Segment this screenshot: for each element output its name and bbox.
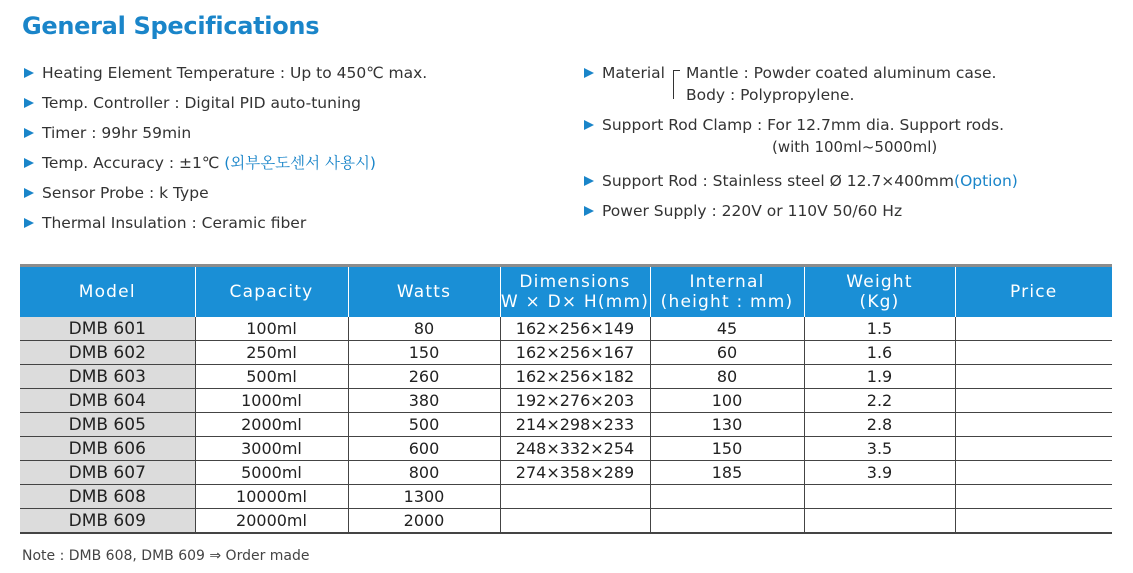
table-cell [955,437,1112,461]
bullet-arrow-icon [584,68,594,78]
material-lines [686,62,996,106]
spec-label: Temp. Accuracy : ±1℃ [42,154,220,172]
page-title: General Specifications [22,12,320,40]
spec-item [24,182,564,212]
table-cell: 45 [650,317,804,341]
table-cell: 1000ml [195,389,348,413]
table-cell [650,509,804,534]
table-cell: 3.5 [804,437,955,461]
column-header-label: Watts [396,282,452,302]
column-header [650,266,804,318]
specs-right-list [584,62,1124,230]
spec-label: Heating Element Temperature : Up to 450℃ max. [42,64,428,82]
model-cell: DMB 603 [20,365,195,389]
table-cell: 130 [650,413,804,437]
column-header [348,266,500,318]
specs-left-list [24,62,564,242]
table-cell [500,485,650,509]
table-cell: 500ml [195,365,348,389]
table-cell: 800 [348,461,500,485]
spec-label: Thermal Insulation : Ceramic fiber [42,214,307,232]
table-cell: 2.8 [804,413,955,437]
table-cell [955,509,1112,534]
table-cell [804,485,955,509]
table-header-row [20,266,1112,318]
column-header [195,266,348,318]
spec-item-rod [584,170,1124,200]
column-header-label: Dimensions [519,272,631,292]
table-cell: 100 [650,389,804,413]
power-text: Power Supply : 220V or 110V 50/60 Hz [602,202,903,220]
table-cell: 248×332×254 [500,437,650,461]
column-header-label: Model [78,282,136,302]
table-row [20,365,1112,389]
bullet-arrow-icon [584,176,594,186]
table-row [20,461,1112,485]
table-cell: 1.5 [804,317,955,341]
bracket-icon [673,70,680,99]
material-label: Material [602,64,665,82]
table-cell: 185 [650,461,804,485]
spec-item [24,152,564,182]
table-cell: 214×298×233 [500,413,650,437]
table-cell [955,365,1112,389]
spec-table [20,264,1112,534]
table-cell: 192×276×203 [500,389,650,413]
table-cell [500,509,650,534]
table-cell: 162×256×149 [500,317,650,341]
bullet-arrow-icon [584,120,594,130]
column-header [500,266,650,318]
table-cell: 80 [348,317,500,341]
table-cell: 3000ml [195,437,348,461]
table-row [20,413,1112,437]
model-cell: DMB 602 [20,341,195,365]
spec-item [24,122,564,152]
material-block [602,62,996,106]
bullet-arrow-icon [24,218,34,228]
table-cell: 274×358×289 [500,461,650,485]
table-row [20,317,1112,341]
clamp-block [602,114,1004,158]
table-cell: 1.9 [804,365,955,389]
model-cell: DMB 604 [20,389,195,413]
column-header-label: Capacity [229,282,314,302]
rod-text: Support Rod : Stainless steel Ø 12.7×400mm [602,172,955,190]
spec-item-power [584,200,1124,230]
spec-item [24,92,564,122]
table-cell: 380 [348,389,500,413]
table-cell [955,485,1112,509]
table-cell: 3.9 [804,461,955,485]
column-header [955,266,1112,318]
footnote: Note : DMB 608, DMB 609 ⇒ Order made [22,548,310,564]
column-header-sublabel: (Kg) [859,292,900,312]
spec-label: Temp. Controller : Digital PID auto-tuning [42,94,361,112]
table-cell [955,341,1112,365]
table-cell: 60 [650,341,804,365]
table-cell: 2000ml [195,413,348,437]
bullet-arrow-icon [24,68,34,78]
table-cell [955,461,1112,485]
rod-option: (Option) [954,172,1018,190]
column-header-label: Price [1010,282,1058,302]
table-cell: 1.6 [804,341,955,365]
table-row [20,389,1112,413]
model-cell: DMB 601 [20,317,195,341]
material-mantle: Mantle : Powder coated aluminum case. [685,64,997,82]
table-cell: 5000ml [195,461,348,485]
bullet-arrow-icon [24,158,34,168]
column-header [804,266,955,318]
table-cell: 2000 [348,509,500,534]
bullet-arrow-icon [584,206,594,216]
spec-item-material [584,62,1124,114]
spec-item-clamp [584,114,1124,170]
model-cell: DMB 605 [20,413,195,437]
table-cell [650,485,804,509]
column-header-label: Internal [689,272,765,292]
table-cell [955,389,1112,413]
spec-item [24,62,564,92]
table-row [20,509,1112,534]
table-cell: 162×256×167 [500,341,650,365]
spec-note: (외부온도센서 사용시) [224,154,376,172]
clamp-subtext: (with 100ml~5000ml) [772,138,938,156]
column-header-label: Weight [846,272,913,292]
table-body [20,317,1112,533]
model-cell: DMB 609 [20,509,195,534]
table-row [20,437,1112,461]
bullet-arrow-icon [24,98,34,108]
table-row [20,485,1112,509]
spec-label: Timer : 99hr 59min [42,124,192,142]
bullet-arrow-icon [24,188,34,198]
table-cell: 500 [348,413,500,437]
table-cell: 1300 [348,485,500,509]
column-header-sublabel: (height : mm) [660,292,794,312]
model-cell: DMB 606 [20,437,195,461]
table-row [20,341,1112,365]
table-cell [955,317,1112,341]
table-cell: 600 [348,437,500,461]
table-cell [804,509,955,534]
table-cell: 150 [650,437,804,461]
table-cell: 20000ml [195,509,348,534]
table-cell: 2.2 [804,389,955,413]
column-header [20,266,195,318]
table-cell: 260 [348,365,500,389]
table-cell: 80 [650,365,804,389]
table-cell: 150 [348,341,500,365]
model-cell: DMB 607 [20,461,195,485]
model-cell: DMB 608 [20,485,195,509]
table-cell: 10000ml [195,485,348,509]
spec-label: Sensor Probe : k Type [42,184,209,202]
spec-item [24,212,564,242]
table-cell: 250ml [195,341,348,365]
bullet-arrow-icon [24,128,34,138]
table-cell: 100ml [195,317,348,341]
table-cell: 162×256×182 [500,365,650,389]
material-body: Body : Polypropylene. [685,86,855,104]
column-header-sublabel: W × D× H(mm) [500,292,650,312]
clamp-text: Support Rod Clamp : For 12.7mm dia. Support rods. [602,116,1005,134]
table-cell [955,413,1112,437]
